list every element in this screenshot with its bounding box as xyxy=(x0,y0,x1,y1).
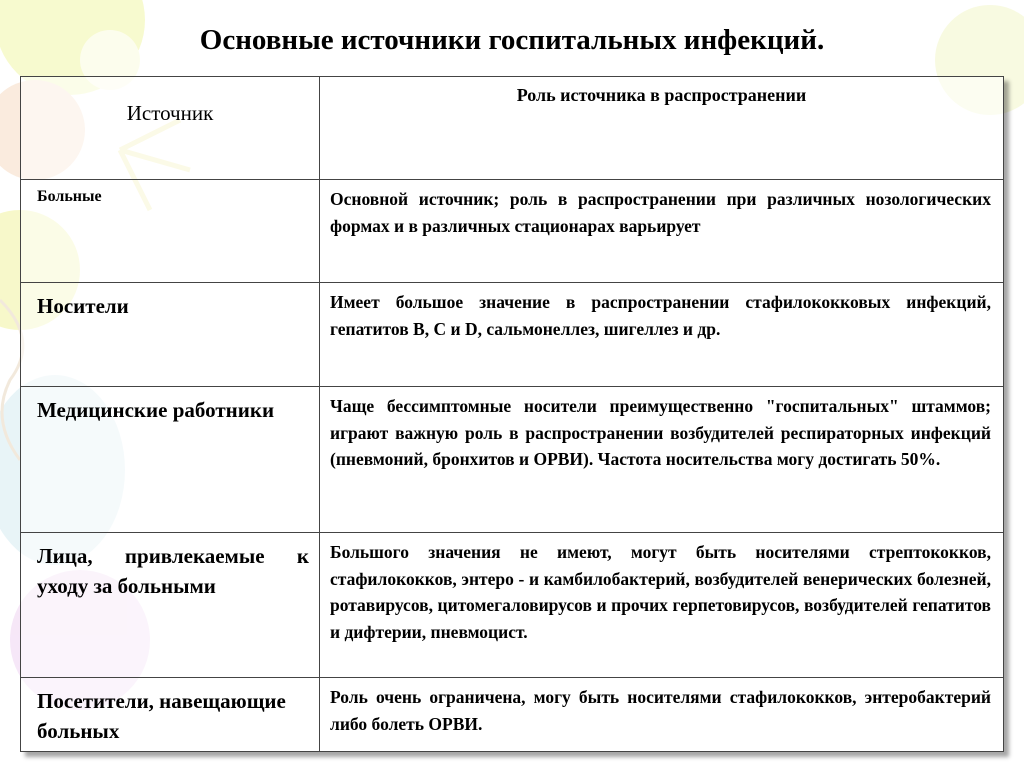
header-source: Источник xyxy=(21,77,320,180)
page-title: Основные источники госпитальных инфекций. xyxy=(199,24,825,56)
table-header-row xyxy=(21,77,1004,180)
source-cell: Носители xyxy=(21,283,320,387)
sources-table xyxy=(20,76,1004,752)
role-cell: Основной источник; роль в распространении при различных нозологических формах и в различных стационарах варьирует xyxy=(320,180,1004,283)
role-cell: Большого значения не имеют, могут быть носителями стрептококков, стафилококков, энтеро - и камбилобактерий, возбудителей венерических болезней, ротавирусов, цитомегаловирусов и прочих герпетовирусов, возбудителей гепатитов и дифтерии, пневмоцист. xyxy=(320,533,1004,678)
source-cell: Больные xyxy=(21,180,320,283)
header-role: Роль источника в распространении xyxy=(320,77,1004,180)
table-row xyxy=(21,387,1004,533)
source-cell: Лица, привлекаемые к уходу за больными xyxy=(21,533,320,678)
table-row xyxy=(21,283,1004,387)
source-cell: Посетители, навещающие больных xyxy=(21,678,320,752)
role-cell: Роль очень ограничена, могу быть носителями стафилококков, энтеробактерий либо болеть ОРВИ. xyxy=(320,678,1004,752)
table-row xyxy=(21,533,1004,678)
table-row xyxy=(21,678,1004,752)
role-cell: Чаще бессимптомные носители преимущественно "госпитальных" штаммов; играют важную роль в распространении возбудителей респираторных инфекций (пневмоний, бронхитов и ОРВИ). Частота носительства могу достигать 50%. xyxy=(320,387,1004,533)
role-cell: Имеет большое значение в распространении стафилококковых инфекций, гепатитов В, С и D, сальмонеллез, шигеллез и др. xyxy=(320,283,1004,387)
source-cell: Медицинские работники xyxy=(21,387,320,533)
table-row xyxy=(21,180,1004,283)
